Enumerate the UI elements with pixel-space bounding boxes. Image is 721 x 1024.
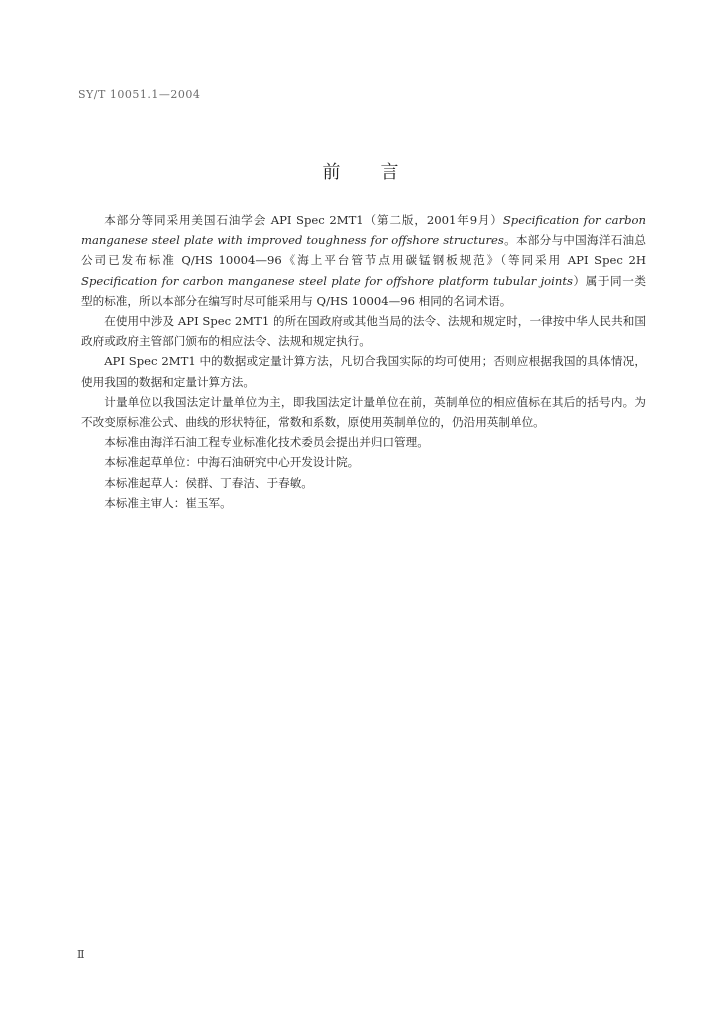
standard-code: SY/T 10051.1—2004: [78, 88, 201, 101]
paragraph-text: 。本部分与中国海洋石油总公司已发布标准 Q/HS 10004—96《海上平台管节点用碳锰钢板规范》（等同采用 API Spec 2H: [81, 233, 646, 268]
paragraph-reviewer: 本标准主审人：崔玉军。: [104, 495, 232, 510]
paragraph-text: ）属于同一类型的标准，所以本部分在编写时尽可能采用与 Q/HS 10004—96 相同的名词术语。: [81, 273, 646, 308]
paragraph-proposer: 本标准由海洋石油工程专业标准化技术委员会提出并归口管理。: [104, 435, 429, 450]
paragraph-data-methods: API Spec 2MT1 中的数据或定量计算方法，凡切合我国实际的均可使用；否则应根据我国的具体情况，使用我国的数据和定量计算方法。: [81, 354, 646, 389]
english-title: Specification for carbon manganese steel plate for offshore platform tubular joints: [81, 273, 573, 288]
paragraph-drafting-unit: 本标准起草单位：中海石油研究中心开发设计院。: [104, 455, 360, 470]
paragraph-text: 本部分等同采用美国石油学会 API Spec 2MT1（第二版，2001年9月）: [104, 213, 503, 227]
page-title: 前言: [322, 162, 439, 183]
paragraph-adoption-statement: [81, 210, 646, 311]
english-title: Specification for carbon manganese steel plate with improved toughness for offshore structures: [81, 213, 646, 248]
paragraph-regulations: 在使用中涉及 API Spec 2MT1 的所在国政府或其他当局的法令、法规和规定时，一律按中华人民共和国政府或政府主管部门颁布的相应法令、法规和规定执行。: [81, 314, 646, 349]
paragraph-units: 计量单位以我国法定计量单位为主，即我国法定计量单位在前，英制单位的相应值标在其后的括号内。为不改变原标准公式、曲线的形状特征，常数和系数，原使用英制单位的，仍沿用英制单位。: [81, 394, 646, 430]
page-number: Ⅱ: [77, 948, 85, 961]
paragraph-drafters: 本标准起草人：侯群、丁春洁、于春敏。: [104, 475, 313, 490]
document-body: [81, 210, 646, 513]
